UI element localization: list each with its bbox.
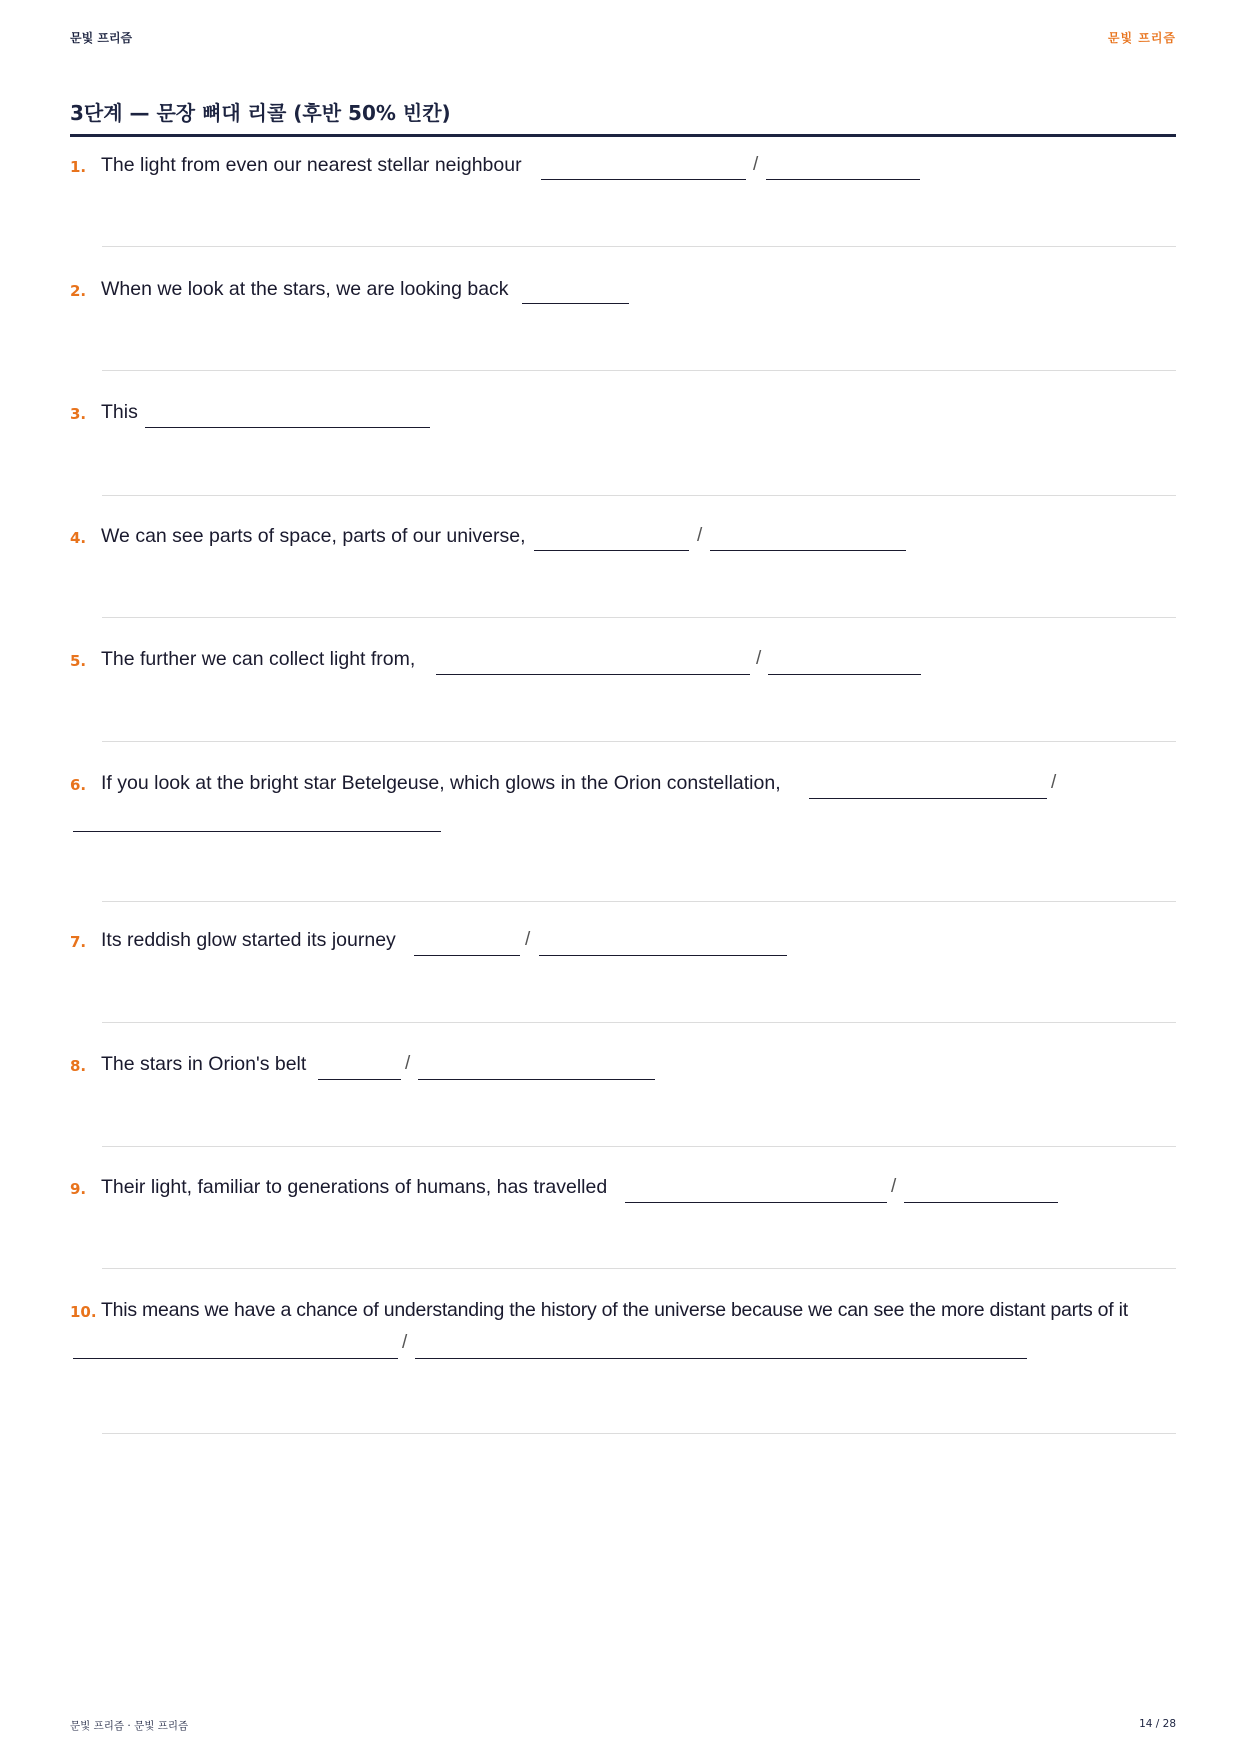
item-divider	[102, 617, 1176, 618]
item-prompt: We can see parts of space, parts of our universe,	[101, 525, 526, 547]
answer-blank[interactable]	[414, 955, 520, 956]
answer-blank[interactable]	[534, 550, 689, 551]
answer-blank[interactable]	[625, 1202, 887, 1203]
answer-blank[interactable]	[436, 674, 750, 675]
header-brand-accent: 문빛 프리즘	[1107, 31, 1176, 45]
exercise-item	[70, 644, 1176, 674]
item-divider	[102, 901, 1176, 902]
item-divider	[102, 1022, 1176, 1023]
answer-blank[interactable]	[145, 427, 430, 428]
answer-blank[interactable]	[768, 674, 921, 675]
answer-blank[interactable]	[710, 550, 906, 551]
item-prompt: Their light, familiar to generations of humans, has travelled	[101, 1176, 608, 1198]
blank-separator: /	[405, 1053, 411, 1074]
item-divider	[102, 370, 1176, 371]
item-prompt: When we look at the stars, we are looking back	[101, 278, 509, 300]
exercise-item	[70, 150, 1176, 180]
answer-blank[interactable]	[904, 1202, 1058, 1203]
blank-separator: /	[1051, 772, 1057, 793]
item-prompt: The further we can collect light from,	[101, 648, 416, 670]
header-brand: 문빛 프리즘	[70, 31, 133, 45]
item-number: 9.	[70, 1180, 87, 1198]
answer-blank[interactable]	[73, 831, 441, 832]
item-prompt: This	[101, 401, 138, 423]
exercise-item	[70, 925, 1176, 955]
blank-separator: /	[525, 929, 531, 950]
item-divider	[102, 1433, 1176, 1434]
item-prompt: If you look at the bright star Betelgeuse, which glows in the Orion constellation,	[101, 772, 781, 794]
blank-separator: /	[756, 648, 762, 669]
exercise-item	[70, 768, 1176, 828]
exercise-item	[70, 1049, 1176, 1079]
footer-brand: 문빛 프리즘 · 문빛 프리즘	[70, 1720, 189, 1732]
answer-blank[interactable]	[318, 1079, 401, 1080]
item-prompt: The stars in Orion's belt	[101, 1053, 307, 1075]
exercise-item	[70, 1295, 1176, 1355]
blank-separator: /	[402, 1332, 408, 1353]
item-number: 5.	[70, 652, 87, 670]
item-number: 6.	[70, 776, 87, 794]
item-prompt: This means we have a chance of understanding the history of the universe because we can see the more distant parts of it	[101, 1299, 1128, 1321]
answer-blank[interactable]	[539, 955, 787, 956]
blank-separator: /	[697, 525, 703, 546]
item-divider	[102, 1268, 1176, 1269]
title-divider	[70, 134, 1176, 137]
blank-separator: /	[753, 154, 759, 175]
item-number: 4.	[70, 529, 87, 547]
page-number: 14 / 28	[1139, 1718, 1176, 1730]
item-divider	[102, 1146, 1176, 1147]
section-title: 3단계 — 문장 뼈대 리콜 (후반 50% 빈칸)	[70, 101, 451, 125]
item-divider	[102, 495, 1176, 496]
item-prompt: The light from even our nearest stellar neighbour	[101, 154, 522, 176]
item-number: 1.	[70, 158, 87, 176]
item-divider	[102, 246, 1176, 247]
item-divider	[102, 741, 1176, 742]
exercise-item	[70, 274, 1176, 304]
answer-blank[interactable]	[541, 179, 746, 180]
blank-separator: /	[891, 1176, 897, 1197]
answer-blank[interactable]	[415, 1358, 1027, 1359]
answer-blank[interactable]	[522, 303, 629, 304]
exercise-item	[70, 521, 1176, 551]
exercise-item	[70, 397, 1176, 427]
item-number: 8.	[70, 1057, 87, 1075]
answer-blank[interactable]	[418, 1079, 655, 1080]
answer-blank[interactable]	[73, 1358, 398, 1359]
item-prompt: Its reddish glow started its journey	[101, 929, 396, 951]
item-number: 7.	[70, 933, 87, 951]
exercise-item	[70, 1172, 1176, 1202]
item-number: 2.	[70, 282, 87, 300]
item-number: 10.	[70, 1303, 97, 1321]
item-number: 3.	[70, 405, 87, 423]
answer-blank[interactable]	[766, 179, 920, 180]
